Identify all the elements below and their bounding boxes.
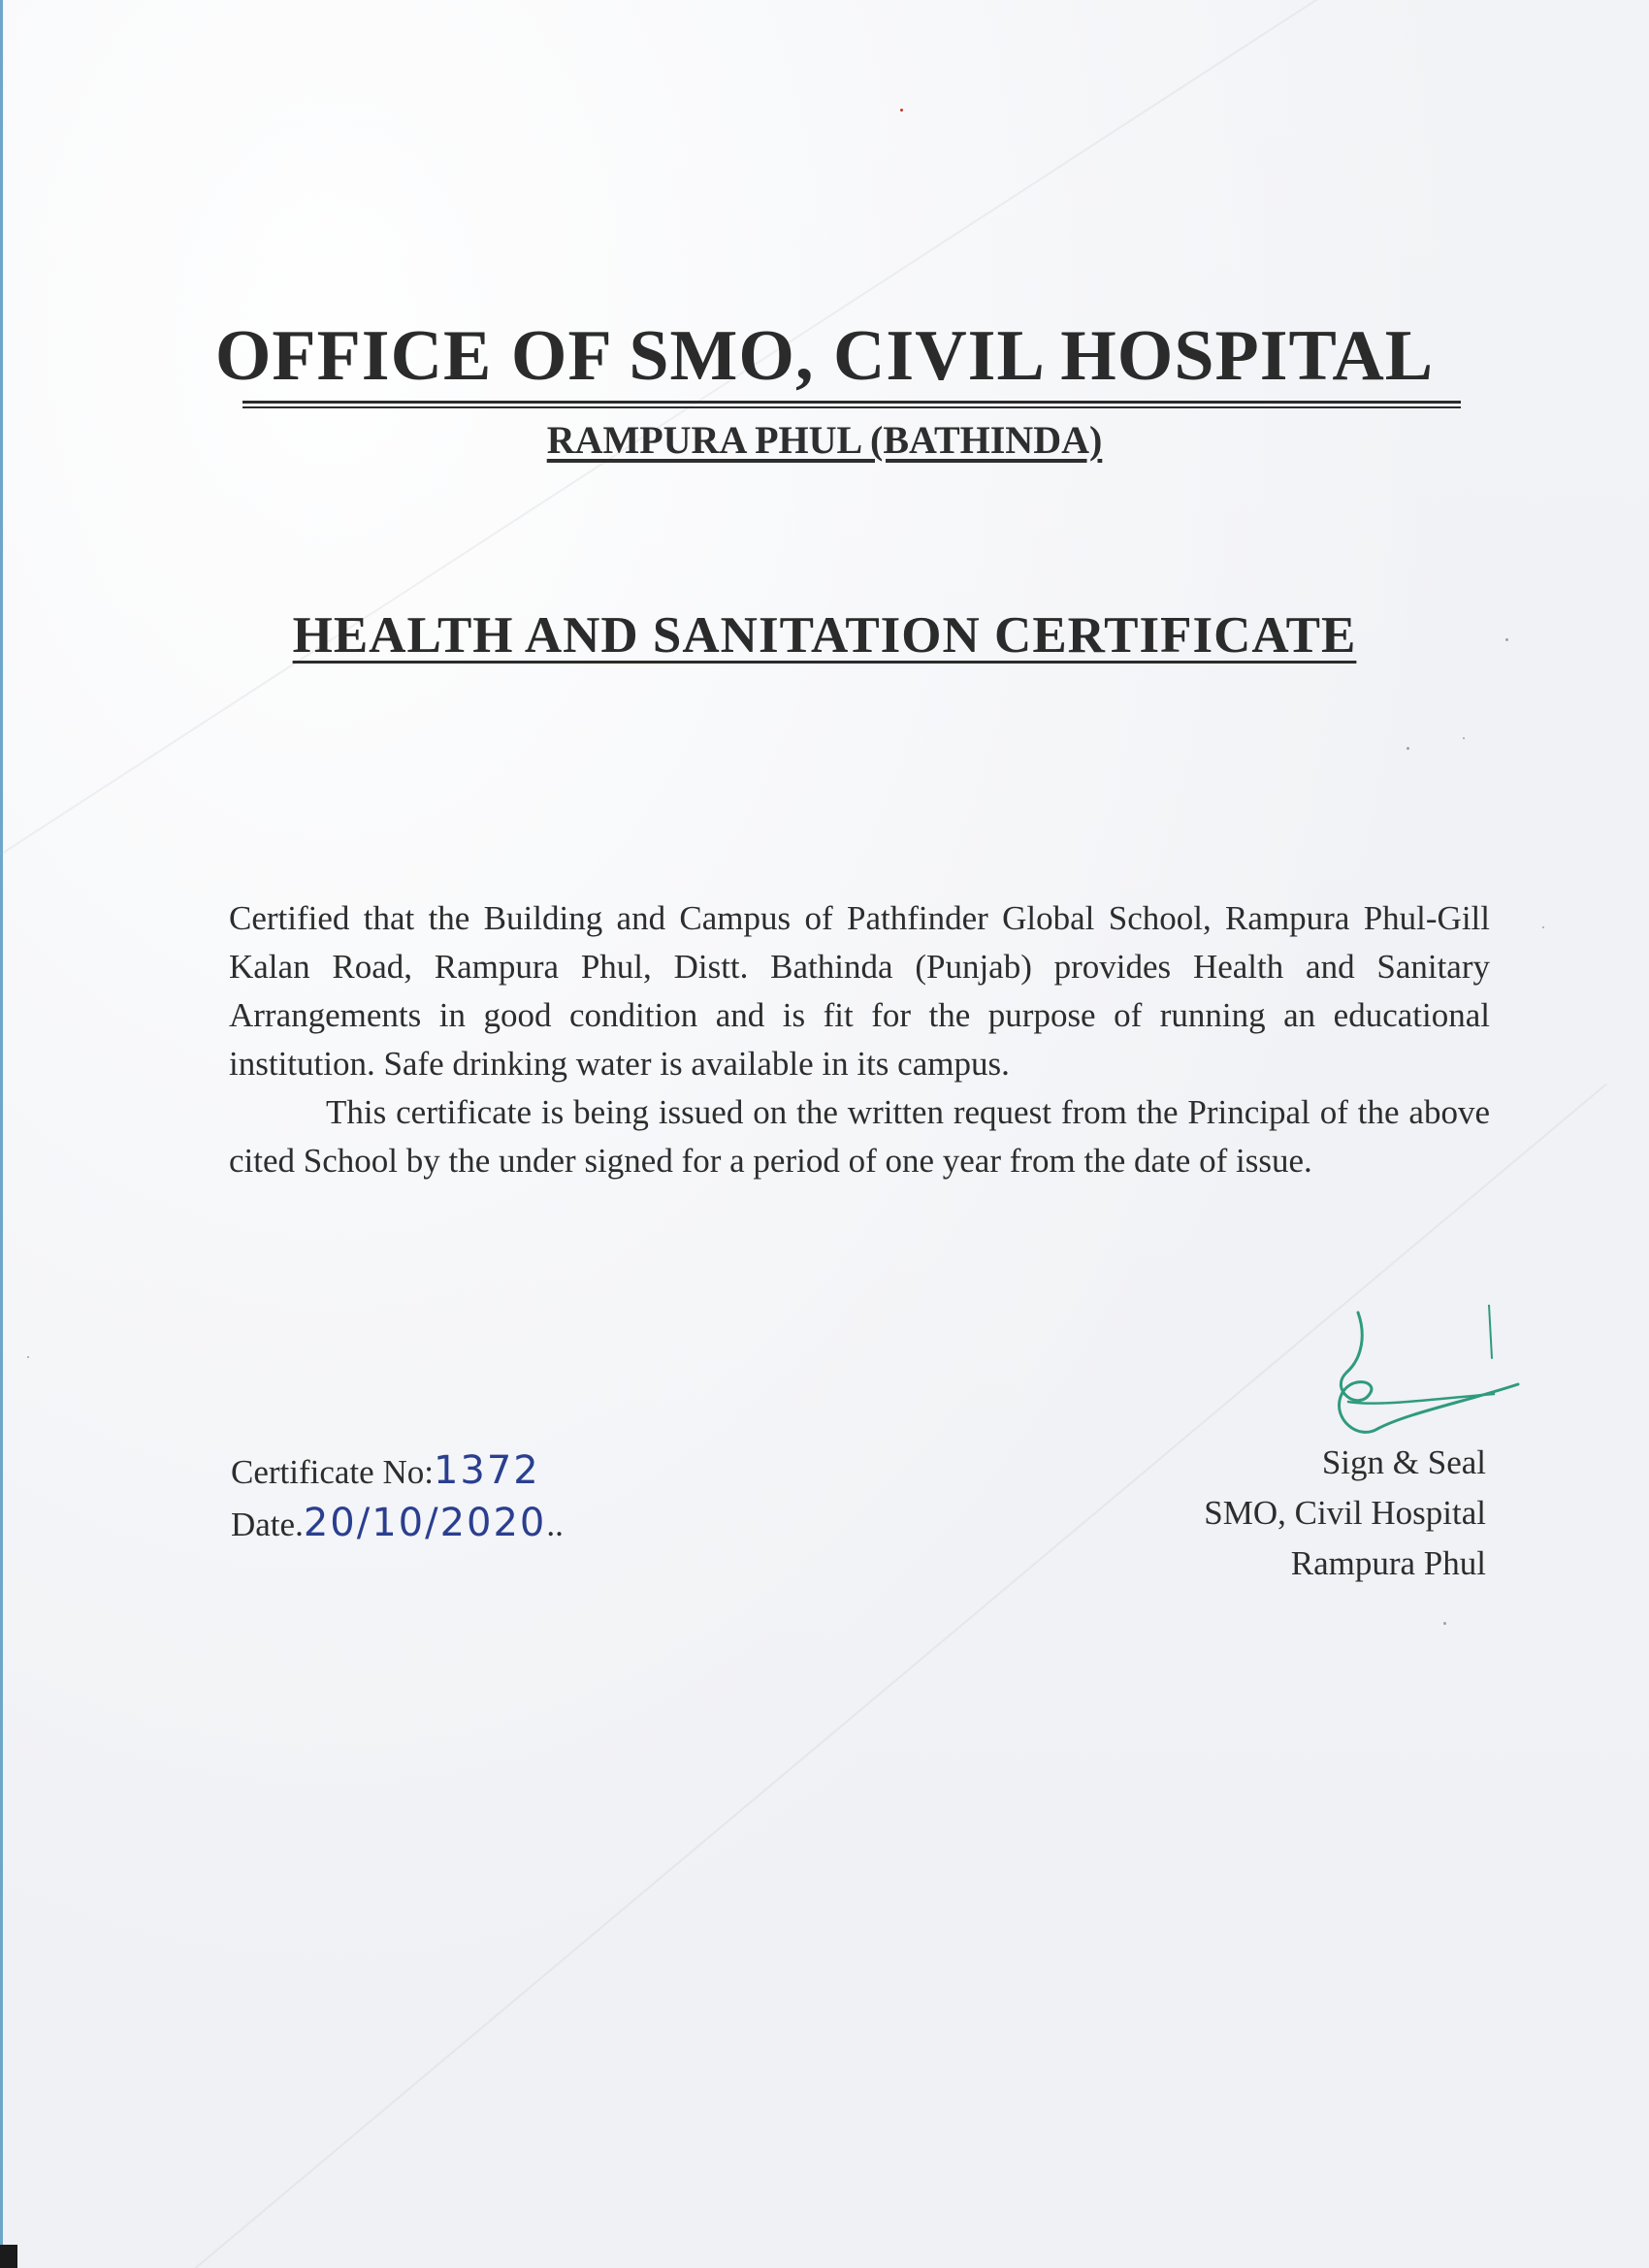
certificate-number-label: Certificate No: (231, 1453, 434, 1491)
date-line (231, 1498, 564, 1550)
paper-crease (194, 1084, 1607, 2268)
body-paragraph: Certified that the Building and Campus of Pathfinder Global School, Rampura Phul-Gill Kalan Road, Rampura Phul, Distt. Bathinda (Punjab) provides Health and Sanitary Arrangements in good condition and is fit for the purpose of running an educational institution. Safe drinking water is available in its campus. (229, 899, 1490, 1083)
signatory-block (1204, 1438, 1486, 1589)
office-location: RAMPURA PHUL (BATHINDA) (546, 418, 1103, 462)
heading-rule (242, 401, 1461, 404)
signature-mark (1319, 1305, 1533, 1460)
certificate-number-value: 1372 (433, 1448, 540, 1493)
heading-rule-thin (242, 406, 1461, 408)
scan-corner (0, 2245, 17, 2268)
certificate-title: HEALTH AND SANITATION CERTIFICATE (292, 607, 1357, 664)
date-trail: .. (546, 1506, 564, 1543)
body-paragraph: This certificate is being issued on the written request from the Principal of the above cited School by the under signed for a period of one year from the date of issue. (229, 1093, 1490, 1180)
signatory-place: Rampura Phul (1290, 1544, 1486, 1582)
certificate-details (231, 1445, 564, 1550)
date-label: Date. (231, 1506, 304, 1543)
signatory-designation: SMO, Civil Hospital (1204, 1494, 1486, 1532)
date-value: 20/10/2020 (303, 1501, 547, 1545)
office-heading: OFFICE OF SMO, CIVIL HOSPITAL (214, 316, 1435, 396)
sign-seal-label: Sign & Seal (1321, 1443, 1486, 1481)
certificate-body (229, 894, 1490, 1185)
certificate-number-line (231, 1445, 564, 1498)
